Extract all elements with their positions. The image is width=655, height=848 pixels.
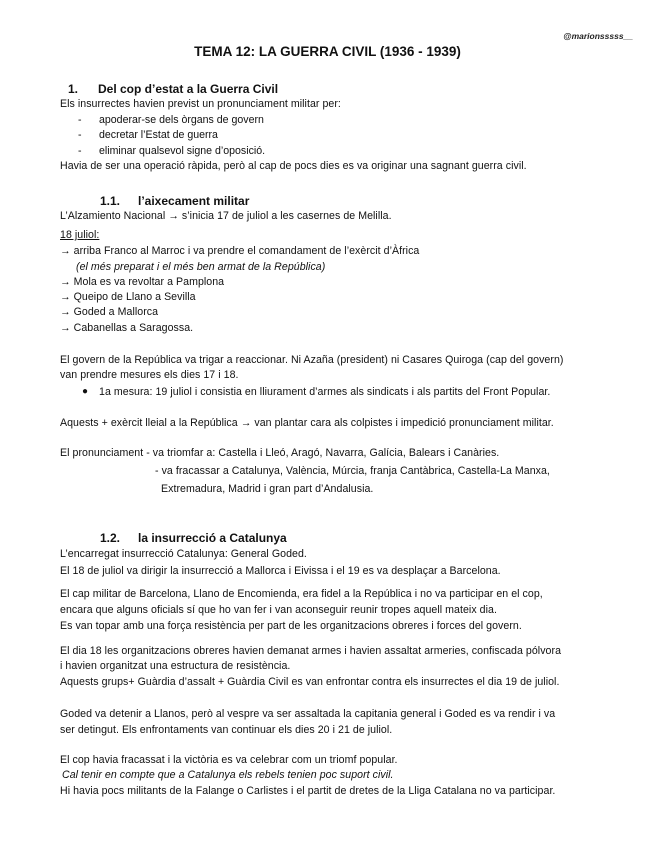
section-1-heading: [68, 82, 278, 96]
arrow-line: → arriba Franco al Marroc i va prendre el comandament de l’exèrcit d’Àfrica: [60, 245, 420, 257]
section-1-closing: Havia de ser una operació ràpida, però al cap de pocs dies es va originar una sagnant guerra civil.: [60, 160, 527, 172]
paragraph: El 18 de juliol va dirigir la insurrecció a Mallorca i Eivissa i el 19 es va desplaçar a Barcelona.: [60, 565, 501, 577]
arrow-line: → Goded a Mallorca: [60, 306, 159, 318]
section-1-1-heading: [100, 194, 249, 208]
paragraph: El pronunciament - va triomfar a: Castella i Lleó, Aragó, Navarra, Galícia, Balears i Canàries.: [60, 447, 500, 459]
arrow-line: → Queipo de Llano a Sevilla: [60, 291, 196, 303]
arrow-line: → Mola es va revoltar a Pamplona: [60, 276, 225, 288]
paragraph: - va fracassar a Catalunya, València, Múrcia, franja Cantàbrica, Castella-La Manxa,: [155, 465, 550, 477]
paragraph: El govern de la República va trigar a reaccionar. Ni Azaña (president) ni Casares Quiroga (cap del govern): [60, 354, 564, 366]
date-label: 18 juliol:: [60, 229, 100, 241]
paragraph: L’Alzamiento Nacional → s’inicia 17 de juliol a les casernes de Melilla.: [60, 210, 392, 222]
arrow-line-note: (el més preparat i el més ben armat de la República): [76, 261, 326, 273]
page-title: TEMA 12: LA GUERRA CIVIL (1936 - 1939): [194, 44, 461, 59]
paragraph: L’encarregat insurrecció Catalunya: General Goded.: [60, 548, 307, 560]
paragraph: ser detingut. Els enfrontaments van continuar els dies 20 i 21 de juliol.: [60, 724, 393, 736]
author-handle: @marionsssss__: [563, 31, 633, 41]
section-1-title: Del cop d’estat a la Guerra Civil: [98, 82, 279, 96]
section-1-2-number: 1.2.: [100, 531, 121, 545]
paragraph: Hi havia pocs militants de la Falange o Carlistes i el partit de dretes de la Lliga Catalana no va participar.: [60, 785, 556, 797]
paragraph-note: Cal tenir en compte que a Catalunya els rebels tenien poc suport civil.: [62, 769, 394, 781]
section-1-number: 1.: [68, 82, 79, 96]
paragraph: encara que alguns oficials sí que ho van fer i van aconseguir reunir tropes aquell mateix dia.: [60, 604, 497, 616]
list-dash: -: [78, 145, 82, 157]
paragraph: van prendre mesures els dies 17 i 18.: [60, 369, 239, 381]
paragraph: Es van topar amb una força resistència per part de les organitzacions obreres i forces del govern.: [60, 620, 522, 632]
paragraph: Extremadura, Madrid i gran part d’Andalusia.: [161, 483, 374, 495]
arrow-line: → Cabanellas a Saragossa.: [60, 322, 194, 334]
section-1-intro: Els insurrectes havien previst un pronunciament militar per:: [60, 98, 341, 110]
list-item: apoderar-se dels òrgans de govern: [99, 114, 264, 126]
paragraph: Goded va detenir a Llanos, però al vespre va ser assaltada la capitania general i Goded es va rendir i va: [60, 708, 556, 720]
paragraph: i havien organitzat una estructura de resistència.: [60, 660, 291, 672]
bullet-item: 1a mesura: 19 juliol i consistia en lliurament d’armes als sindicats i als partits del Front Popular.: [99, 386, 551, 398]
paragraph: El cap militar de Barcelona, Llano de Encomienda, era fidel a la República i no va participar en el cop,: [60, 588, 543, 600]
list-item: decretar l’Estat de guerra: [99, 129, 218, 141]
bullet-icon: ●: [82, 386, 89, 397]
section-1-1-number: 1.1.: [100, 194, 121, 208]
section-1-2-heading: [100, 531, 287, 545]
paragraph: El dia 18 les organitzacions obreres havien demanat armes i havien assaltat armeries, confiscada pólvora: [60, 645, 562, 657]
section-1-2-title: la insurrecció a Catalunya: [138, 531, 287, 545]
paragraph: Aquests grups+ Guàrdia d’assalt + Guàrdia Civil es van enfrontar contra els insurrectes el dia 19 de juliol.: [60, 676, 560, 688]
list-dash: -: [78, 114, 82, 126]
list-dash: -: [78, 129, 82, 141]
list-item: eliminar qualsevol signe d’oposició.: [99, 145, 266, 157]
section-1-1-title: l’aixecament militar: [138, 194, 250, 208]
paragraph: Aquests + exèrcit lleial a la República → van plantar cara als colpistes i impedició pronunciament militar.: [60, 417, 554, 429]
paragraph: El cop havia fracassat i la victòria es va celebrar com un triomf popular.: [60, 754, 398, 766]
